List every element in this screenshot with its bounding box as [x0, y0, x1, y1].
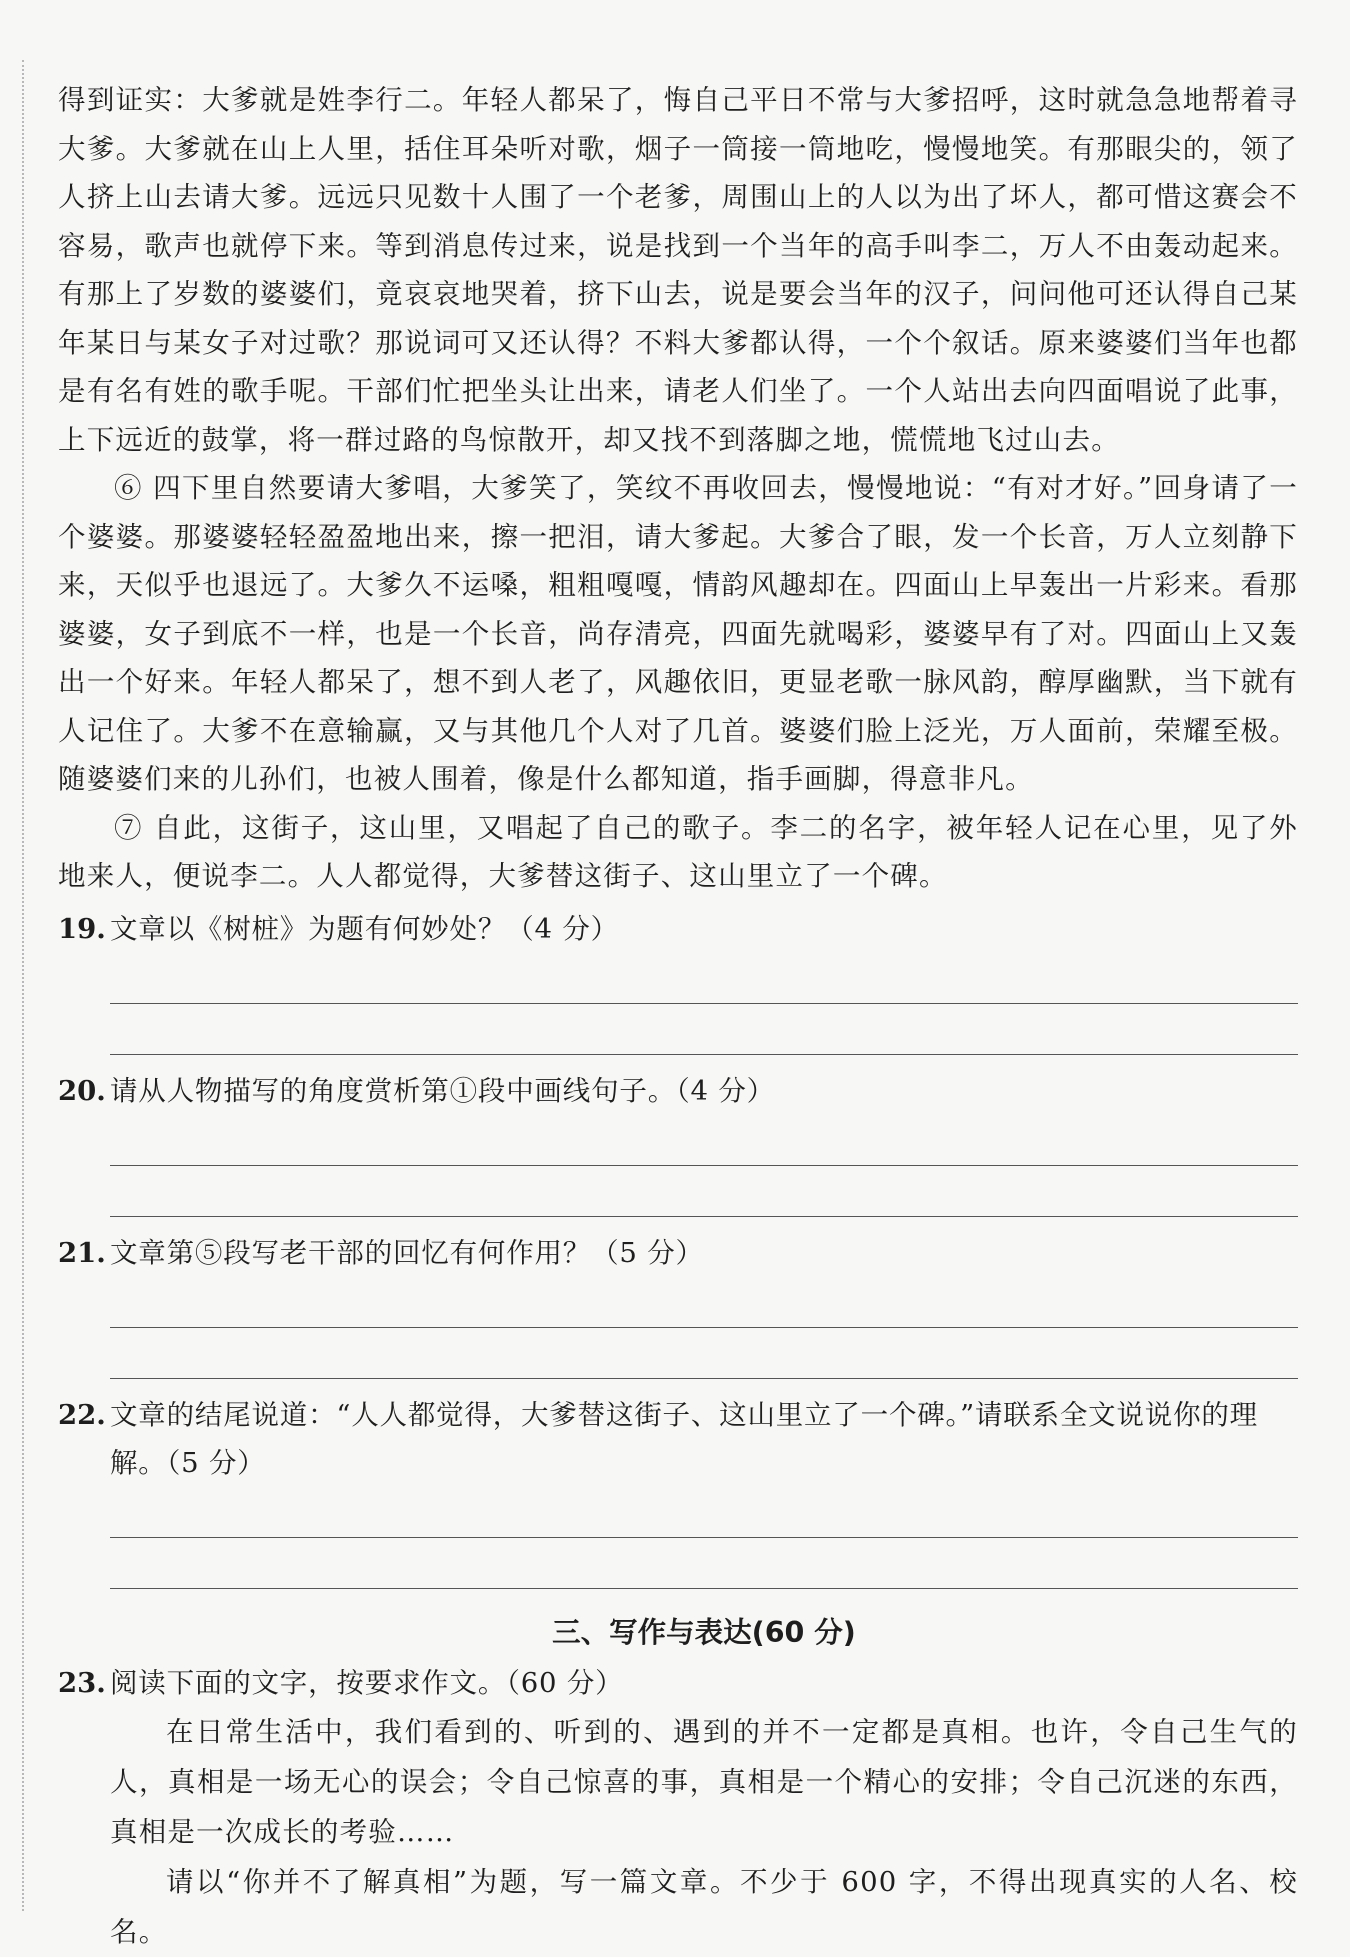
- question-text: 请从人物描写的角度赏析第①段中画线句子。（4 分）: [110, 1074, 775, 1107]
- answer-line[interactable]: [110, 1538, 1298, 1589]
- question-text: 文章的结尾说道：“人人都觉得，大爹替这街子、这山里立了一个碑。”请联系全文说说你的理解。（5 分）: [110, 1398, 1258, 1479]
- question-21: [58, 1229, 1298, 1277]
- answer-line[interactable]: [110, 1115, 1298, 1166]
- question-number: 23.: [58, 1666, 106, 1699]
- question-number: 20.: [58, 1074, 106, 1107]
- essay-material: [110, 1707, 1298, 1957]
- passage-paragraph-6: ⑥ 四下里自然要请大爹唱，大爹笑了，笑纹不再收回去，慢慢地说：“有对才好。”回身请了一个婆婆。那婆婆轻轻盈盈地出来，擦一把泪，请大爹起。大爹合了眼，发一个长音，万人立刻静下来，天似乎也退远了。大爹久不运嗓，粗粗嘎嘎，情韵风趣却在。四面山上早轰出一片彩来。看那婆婆，女子到底不一样，也是一个长音，尚存清亮，四面先就喝彩，婆婆早有了对。四面山上又轰出一个好来。年轻人都呆了，想不到人老了，风趣依旧，更显老歌一脉风韵，醇厚幽默，当下就有人记住了。大爹不在意输赢，又与其他几个人对了几首。婆婆们脸上泛光，万人面前，荣耀至极。随婆婆们来的儿孙们，也被人围着，像是什么都知道，指手画脚，得意非凡。: [58, 472, 1298, 795]
- question-23: [58, 1659, 1298, 1707]
- answer-line[interactable]: [110, 1004, 1298, 1055]
- answer-line[interactable]: [110, 953, 1298, 1004]
- section-title: 三、写作与表达(60 分): [552, 1615, 856, 1649]
- answer-line[interactable]: [110, 1166, 1298, 1217]
- question-number: 22.: [58, 1398, 106, 1431]
- exam-page: [58, 76, 1298, 1957]
- binding-margin-line: [22, 60, 24, 1911]
- answer-line[interactable]: [110, 1277, 1298, 1328]
- question-text: 文章第⑤段写老干部的回忆有何作用？（5 分）: [110, 1236, 704, 1269]
- passage-paragraph-5-end: 得到证实：大爹就是姓李行二。年轻人都呆了，悔自己平日不常与大爹招呼，这时就急急地帮着寻大爹。大爹就在山上人里，括住耳朵听对歌，烟子一筒接一筒地吃，慢慢地笑。有那眼尖的，领了人挤上山去请大爹。远远只见数十人围了一个老爹，周围山上的人以为出了坏人，都可惜这赛会不容易，歌声也就停下来。等到消息传过来，说是找到一个当年的高手叫李二，万人不由轰动起来。有那上了岁数的婆婆们，竟哀哀地哭着，挤下山去，说是要会当年的汉子，问问他可还认得自己某年某日与某女子对过歌？那说词可又还认得？不料大爹都认得，一个个叙话。原来婆婆们当年也都是有名有姓的歌手呢。干部们忙把坐头让出来，请老人们坐了。一个人站出去向四面唱说了此事，上下远近的鼓掌，将一群过路的鸟惊散开，却又找不到落脚之地，慌慌地飞过山去。: [58, 84, 1298, 456]
- question-text: 文章以《树桩》为题有何妙处？（4 分）: [110, 912, 619, 945]
- answer-line[interactable]: [110, 1328, 1298, 1379]
- question-20: [58, 1067, 1298, 1115]
- question-number: 19.: [58, 912, 106, 945]
- question-text: 阅读下面的文字，按要求作文。（60 分）: [110, 1666, 624, 1699]
- essay-prompt: 在日常生活中，我们看到的、听到的、遇到的并不一定都是真相。也许，令自己生气的人，真相是一场无心的误会；令自己惊喜的事，真相是一个精心的安排；令自己沉迷的东西，真相是一次成长的考验……: [110, 1715, 1298, 1848]
- essay-requirement: 请以“你并不了解真相”为题，写一篇文章。不少于 600 字，不得出现真实的人名、校名。: [110, 1865, 1298, 1948]
- answer-line[interactable]: [110, 1487, 1298, 1538]
- question-19: [58, 905, 1298, 953]
- question-number: 21.: [58, 1236, 106, 1269]
- passage-paragraph-7: ⑦ 自此，这街子，这山里，又唱起了自己的歌子。李二的名字，被年轻人记在心里，见了外地来人，便说李二。人人都觉得，大爹替这街子、这山里立了一个碑。: [58, 811, 1298, 892]
- question-22: [58, 1391, 1298, 1487]
